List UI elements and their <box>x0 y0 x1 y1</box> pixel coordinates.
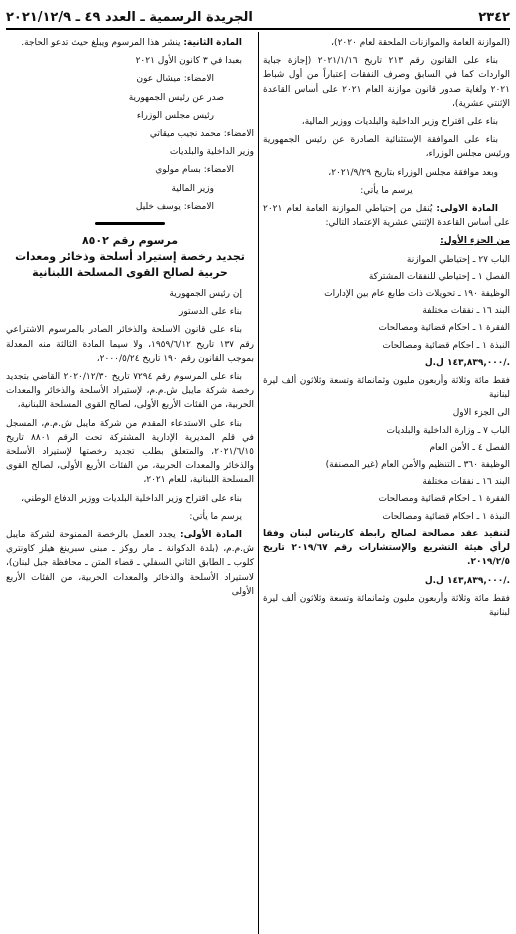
list-item: البند ١٦ ـ نفقات مختلفة <box>422 477 510 488</box>
article-text: ينشر هذا المرسوم ويبلغ حيث تدعو الحاجة. <box>21 38 181 48</box>
issued-by: رئيس مجلس الوزراء <box>136 110 214 121</box>
article-heading: المادة الاولى: <box>436 204 498 215</box>
signature: الامضاء: يوسف خليل <box>135 201 214 212</box>
list-item: البند ١٦ ـ نفقات مختلفة <box>422 306 510 317</box>
para: بناء على قانون الاسلحة والذخائر الصادر بالمرسوم الاشتراعي رقم ١٣٧ تاريخ ١٩٥٩/٦/١٢، ولا سيما المادة الثالثة منه المعدلة بموجب القانون رقم ١٩٠ تاريخ ٢٠٠٠/٥/٢٤، <box>6 325 254 364</box>
decree-number: مرسوم رقم ٨٥٠٢ <box>81 234 179 248</box>
para: إن رئيس الجمهورية <box>169 289 242 300</box>
para: بناء على الاستدعاء المقدم من شركة مايبل ش.م.م، المسجل في قلم المديرية الإدارية المشتركة تحت الرقم ٨٨٠١ تاريخ ٢٠٢١/٦/١٥، والمتعلق بطلب تجديد رخصتها لإستيراد الأسلحة والذخائر والمعدات الحربية، من الفئات الأربع الأولى، لصالح القوى المسلحة اللبنانية، للعام ٢٠٢١، <box>6 418 254 486</box>
list-item: الفقرة ١ ـ احكام قضائية ومصالحات <box>378 323 510 334</box>
article-2 <box>6 36 254 50</box>
list-item: الفصل ٤ ـ الأمن العام <box>429 442 510 453</box>
left-column <box>0 32 258 934</box>
signature: الامضاء: محمد نجيب ميقاتي <box>149 129 254 140</box>
minister: وزير الداخلية والبلديات <box>169 147 254 158</box>
page-header <box>6 6 510 30</box>
para: بناء على القانون رقم ٢١٣ تاريخ ٢٠٢١/١/١٦ (إجازة جباية الواردات كما في السابق وصرف النفقات إعتباراً من أول شباط ٢٠٢١ ولغاية صدور قانون موازنة العام ٢٠٢١ على أساس القاعدة الإثنتي عشرية)، <box>263 56 510 109</box>
para: بناء على اقتراح وزير الداخلية والبلديات ووزير المالية، <box>301 117 498 128</box>
amount: ١٤٣,٨٣٩,٠٠٠ ل.ل/. <box>424 575 510 586</box>
amount: ١٤٣,٨٣٩,٠٠٠ ل.ل/. <box>424 357 510 368</box>
list-item: الباب ٢٧ ـ إحتياطي الموازنة <box>406 254 510 265</box>
signature: الامضاء: ميشال عون <box>136 74 214 85</box>
article-heading: المادة الثانية: <box>183 38 242 48</box>
article-text: يجدد العمل بالرخصة الممنوحة لشركة مايبل ش.م.م، (بلدة الدكوانة ـ مار روكز ـ مبنى سبرينغ هيلز كاونتري كلوب ـ الطابق الثاني السفلي ـ قضاء المتن ـ محافظة جبل لبنان)، لاستيراد الأسلحة والذخائر والمعدات الحربية، من الفئات الأربع الأولى <box>6 530 254 597</box>
list-item: الفصل ١ ـ إحتياطي للنفقات المشتركة <box>368 271 510 282</box>
right-column <box>258 32 516 934</box>
article-heading: المادة الأولى: <box>180 530 242 541</box>
columns <box>0 32 516 934</box>
list-item: الوظيفة ١٩٠ ـ تحويلات ذات طابع عام بين الإدارات <box>324 289 510 300</box>
separator-ornament <box>95 220 165 227</box>
section-heading <box>263 234 510 248</box>
article-text: يُنقل من إحتياطي الموازنة العامة لعام ٢٠٢١ على أساس القاعدة الإثنتي عشرية الإعتماد التالي: <box>263 204 510 229</box>
article-1 <box>6 528 254 599</box>
decree-title: تجديد رخصة إستيراد أسلحة وذخائر ومعدات حربية لصالح القوى المسلحة اللبنانية <box>15 250 245 280</box>
issued-by: صدر عن رئيس الجمهورية <box>128 92 224 103</box>
purpose: لتنفيذ عقد مصالحة لصالح رابطة كاريتاس لبنان وفقا لرأي هيئة التشريع والإستشارات رقم ٢٠١٩/٦٧ تاريخ ٢٠١٩/٢/٥. <box>263 528 510 568</box>
from-heading: من الجزء الأول: <box>440 236 510 247</box>
para: بناء على المرسوم رقم ٧٢٩٤ تاريخ ٢٠٢٠/١٢/٣٠ القاضي بتجديد رخصة شركة مايبل ش.م.م، لإستيراد الأسلحة والذخائر والمعدات الحربية، من الفئات الأربع الأولى، لصالح القوى المسلحة اللبنانية، <box>6 372 254 411</box>
to-list <box>263 406 510 523</box>
from-list <box>263 253 510 353</box>
signature: الامضاء: بسام مولوي <box>155 165 234 176</box>
list-item: الوظيفة ٣٦٠ ـ التنظيم والأمن العام (غير المصنفة) <box>325 460 510 471</box>
para: يرسم ما يأتي: <box>360 185 413 196</box>
to-heading: الى الجزء الاول <box>452 408 510 419</box>
para: بناء على الدستور <box>179 307 242 318</box>
para: (الموازنة العامة والموازنات الملحقة لعام ٢٠٢٠)، <box>331 38 510 48</box>
amount-words: فقط مائة وثلاثة وأربعون مليون وثمانمائة وتسعة وثلاثون ألف ليرة لبنانية <box>263 593 510 618</box>
para: يرسم ما يأتي: <box>189 511 242 522</box>
para: وبعد موافقة مجلس الوزراء بتاريخ ٢٠٢١/٩/٢٩، <box>328 167 498 178</box>
list-item: الباب ٧ ـ وزارة الداخلية والبلديات <box>386 425 510 436</box>
list-item: الفقرة ١ ـ احكام قضائية ومصالحات <box>378 494 510 505</box>
amount-words: فقط مائة وثلاثة وأربعون مليون وثمانمائة وتسعة وثلاثون ألف ليرة لبنانية <box>263 376 510 401</box>
para: بناء على الموافقة الإستثنائية الصادرة عن رئيس الجمهورية ورئيس مجلس الوزراء، <box>263 135 510 160</box>
decree-date: بعبدا في ٣ كانون الأول ٢٠٢١ <box>135 56 242 67</box>
page-number: ٢٣٤٢ <box>478 9 510 25</box>
minister: وزير المالية <box>171 183 214 194</box>
gazette-title: الجريدة الرسمية ـ العدد ٤٩ ـ ٢٠٢١/١٢/٩ <box>6 9 253 25</box>
article-1 <box>263 202 510 230</box>
list-item: النبذة ١ ـ احكام قضائية ومصالحات <box>382 340 510 351</box>
para: بناء على اقتراح وزير الداخلية البلديات ووزير الدفاع الوطني، <box>21 493 242 504</box>
list-item: النبذة ١ ـ احكام قضائية ومصالحات <box>382 511 510 522</box>
